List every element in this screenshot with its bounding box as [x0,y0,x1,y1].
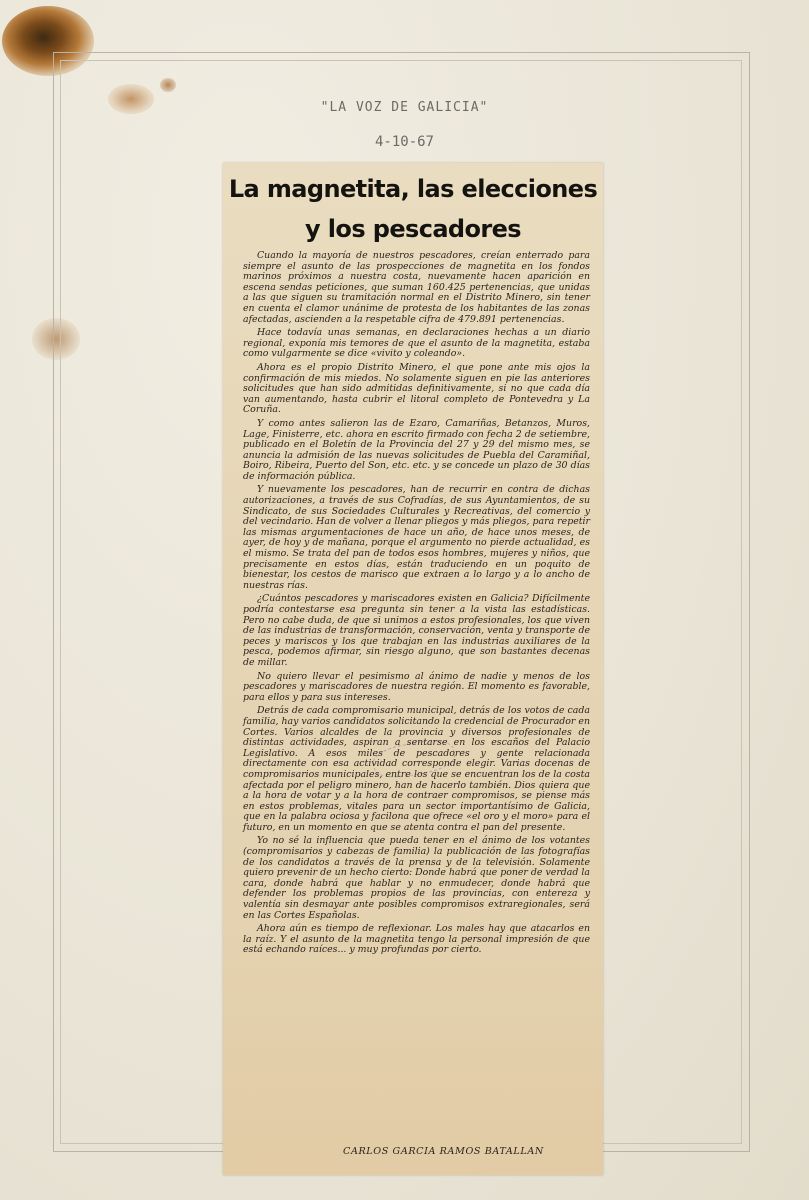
paragraph: Y nuevamente los pescadores, han de recurrir en contra de dichas autorizaciones, a través de sus Cofradías, de sus Ayuntamientos, de su Sindicato, de sus Sociedades Culturales y Recreativas, del comercio y del vecindario. Han de volver a llenar pliegos y más pliegos, para repetir las mismas argumentaciones de hace un año, de hace unos meses, de ayer, de hoy y de mañana, porque el argumento no pierde actualidad, es el mismo. Se trata del pan de todos esos hombres, mujeres y niños, que precisamente en estos días, están traduciendo en un poquito de bienestar, los cestos de marisco que extraen a lo largo y a lo ancho de nuestras rías. [243,484,590,591]
paragraph: No quiero llevar el pesimismo al ánimo de nadie y menos de los pescadores y mariscadores de nuestra región. El momento es favorable, para ellos y para sus intereses. [243,670,590,703]
clipping-date: 4-10-67 [374,134,434,150]
article-title-line-1: La magnetita, las elecciones [228,175,598,203]
author-signature: CARLOS GARCIA RAMOS BATALLAN [343,1146,544,1157]
paragraph: Cuando la mayoría de nuestros pescadores, creían enterrado para siempre el asunto de las prospecciones de magnetita en los fondos marinos próximos a nuestra costa, nuevamente hacen aparición en escena sendas peticiones, que suman 160.425 pertenencias, que unidas a las que siguen su tramitación normal en el Distrito Minero, sin tener en cuenta el clamor unánime de protesta de los habitantes de las zonas afectadas, ascienden a la respetable cifra de 479.891 pertenencias. [243,250,590,325]
paragraph: Y como antes salieron las de Ezaro, Camariñas, Betanzos, Muros, Lage, Finisterre, etc. ahora en escrito firmado con fecha 2 de setiembre, publicado en el Boletín de la Provincia del 27 y 29 del mismo mes, se anuncia la admisión de las nuevas solicitudes de Puebla del Caramiñal, Boiro, Ribeira, Puerto del Son, etc. etc. y se concede un plazo de 30 días de información pública. [243,417,590,482]
paragraph: Yo no sé la influencia que pueda tener en el ánimo de los votantes (compromisarios y cabezas de familia) la publicación de las fotografías de los candidatos a través de la prensa y de la televisión. Solamente quiero prevenir de un hecho cierto: Donde habrá que poner de verdad la cara, donde habrá que hablar y no enmudecer, donde habrá que defender los problemas propios de las provincias, con entereza y valentía sin desmayar ante posibles compromisos extraregionales, será en las Cortes Españolas. [243,835,590,921]
paragraph: Hace todavía unas semanas, en declaraciones hechas a un diario regional, exponía mis temores de que el asunto de la magnetita, estaba como vulgarmente se dice «vivito y coleando». [243,327,590,360]
paragraph: Ahora aún es tiempo de reflexionar. Los males hay que atacarlos en la raíz. Y el asunto de la magnetita tengo la personal impresión de que está echando raíces... y muy profundas por cierto. [243,923,590,956]
newspaper-source: "LA VOZ DE GALICIA" [320,100,489,115]
newspaper-clipping [223,163,603,1175]
paragraph: Ahora es el propio Distrito Minero, el que pone ante mis ojos la confirmación de mis miedos. No solamente siguen en pie las anteriores solicitudes que han sido admitidas definitivamente, si no que cada día van aumentando, hasta cubrir el litoral completo de Pontevedra y La Coruña. [243,361,590,416]
paragraph: ¿Cuántos pescadores y mariscadores existen en Galicia? Difícilmente podría contestarse esa pregunta sin tener a la vista las estadísticas. Pero no cabe duda, de que si unimos a estos profesionales, los que viven de las industrias de transformación, conservación, venta y transporte de peces y mariscos y los que trabajan en las industrias auxiliares de la pesca, podemos afirmar, sin riesgo alguno, que son bastantes decenas de millar. [243,593,590,668]
article-title-line-2: y los pescadores [305,215,521,243]
paragraph: Detrás de cada compromisario municipal, detrás de los votos de cada familia, hay varios candidatos solicitando la credencial de Procurador en Cortes. Varios alcaldes de la provincia y diversos profesionales de distintas actividades, aspiran a sentarse en los escaños del Palacio Legislativo. A esos miles de pescadores y gente relacionada directamente con esa actividad corresponde elegir. Varias docenas de compromisarios municipales, entre los que se encuentran los de la costa afectada por el peligro minero, han de hacerlo también. Dios quiera que a la hora de votar y a la hora de contraer compromisos, se piense más en estos problemas, vitales para un sector importantísimo de Galicia, que en la palabra ociosa y facilona que ofrece «el oro y el moro» para el futuro, en un momento en que se atenta contra el pan del presente. [243,705,590,833]
article-body [243,251,590,959]
